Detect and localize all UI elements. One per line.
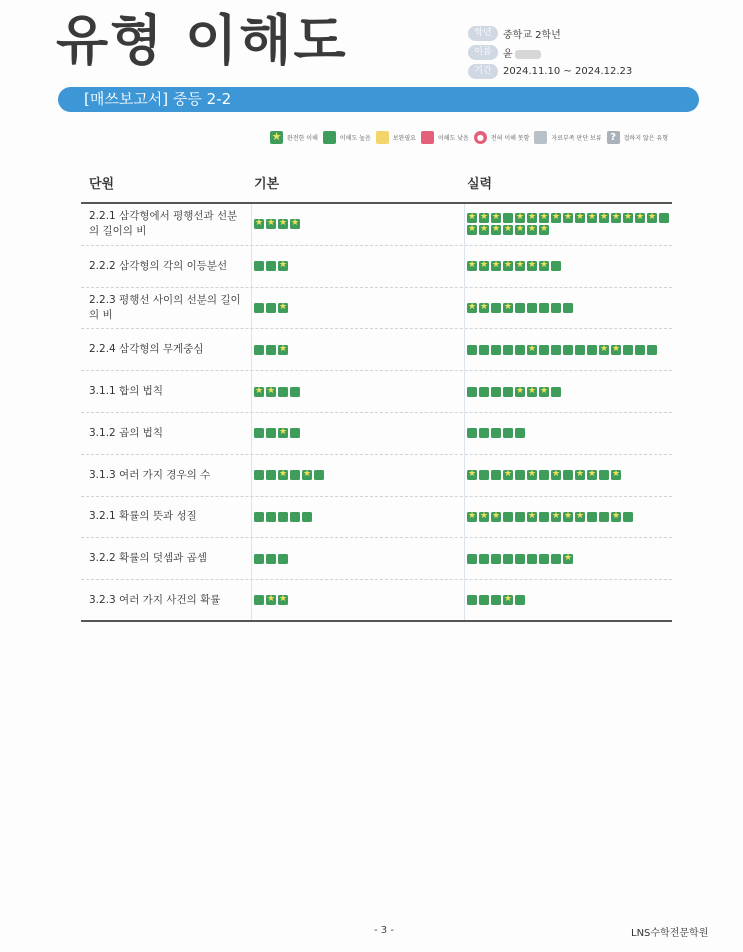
- green-square-icon: [467, 345, 477, 355]
- star-square-icon: [503, 470, 513, 480]
- green-square-icon: [254, 303, 264, 313]
- table-row: [81, 329, 672, 371]
- understanding-table: [81, 170, 672, 622]
- green-square-icon: [623, 345, 633, 355]
- star-square-icon: [278, 595, 288, 605]
- green-square-icon: [599, 470, 609, 480]
- green-square-icon: [491, 428, 501, 438]
- star-square-icon: [539, 213, 549, 223]
- green-square-icon: [254, 470, 264, 480]
- green-square-icon: [467, 387, 477, 397]
- star-square-icon: [515, 225, 525, 235]
- star-square-icon: [551, 470, 561, 480]
- star-icon: ★: [271, 130, 282, 143]
- green-square-icon: [515, 303, 525, 313]
- star-square-icon: [539, 261, 549, 271]
- star-square-icon: [527, 512, 537, 522]
- green-square-icon: [503, 345, 513, 355]
- legend-item: [421, 131, 469, 144]
- level-boxes: [254, 303, 459, 313]
- basic-cell: [252, 455, 465, 496]
- green-square-icon: [587, 345, 597, 355]
- legend-label: 이해도 낮음: [437, 135, 469, 142]
- star-square-icon: [599, 213, 609, 223]
- header-basic: 기본: [254, 177, 280, 192]
- legend-item: [534, 131, 601, 144]
- star-square-icon: [503, 261, 513, 271]
- green-square-icon: [539, 512, 549, 522]
- level-boxes: [254, 387, 459, 397]
- level-boxes: [467, 345, 672, 355]
- level-boxes: [254, 428, 459, 438]
- green-square-icon: [491, 387, 501, 397]
- green-square-icon: [290, 387, 300, 397]
- green-square-icon: [527, 554, 537, 564]
- academy-name: LNS수학전문학원: [631, 928, 709, 939]
- green-square-icon: [467, 428, 477, 438]
- star-square-icon: [563, 213, 573, 223]
- green-square-icon: [254, 261, 264, 271]
- skill-cell: [465, 329, 672, 370]
- table-row: [81, 371, 672, 413]
- basic-cell: [252, 329, 465, 370]
- legend-label: 완전한 이해: [287, 135, 318, 142]
- skill-cell: [465, 204, 672, 245]
- star-square-icon: [527, 387, 537, 397]
- star-square-icon: [491, 512, 501, 522]
- legend-label: 이해도 높음: [339, 135, 371, 142]
- star-square-icon: [479, 512, 489, 522]
- unit-name: 3.1.3 여러 가지 경우의 수: [81, 455, 252, 496]
- basic-cell: [252, 288, 465, 329]
- green-square-icon: [266, 345, 276, 355]
- green-square-icon: [254, 554, 264, 564]
- period-value: 2024.11.10 ~ 2024.12.23: [503, 66, 633, 77]
- green-square-icon: [467, 554, 477, 564]
- skill-cell: [465, 497, 672, 538]
- star-square-icon: [278, 303, 288, 313]
- star-square-icon: [527, 213, 537, 223]
- star-square-icon: [611, 213, 621, 223]
- level-boxes: [254, 345, 459, 355]
- legend-item: [474, 131, 530, 144]
- green-square-icon: [266, 554, 276, 564]
- star-square-icon: [266, 219, 276, 229]
- green-square-icon: [479, 428, 489, 438]
- green-square-icon: [491, 595, 501, 605]
- star-square-icon: [302, 470, 312, 480]
- legend-label: 전혀 이해 못함: [490, 135, 530, 142]
- name-value: [503, 45, 541, 60]
- star-square-icon: [551, 512, 561, 522]
- star-square-icon: [527, 345, 537, 355]
- green-square-icon: [491, 470, 501, 480]
- skill-cell: [465, 288, 672, 329]
- green-square-icon: [539, 554, 549, 564]
- star-square-icon: [527, 470, 537, 480]
- star-square-icon: [491, 261, 501, 271]
- green-square-icon: [479, 470, 489, 480]
- star-square-icon: [563, 554, 573, 564]
- star-square-icon: [527, 225, 537, 235]
- green-square-icon: [290, 428, 300, 438]
- green-square-icon: [491, 303, 501, 313]
- table-row: [81, 455, 672, 497]
- star-square-icon: [467, 213, 477, 223]
- star-square-icon: [527, 261, 537, 271]
- grade-value: 중학교 2학년: [503, 30, 561, 41]
- green-square-icon: [503, 387, 513, 397]
- table-body: [81, 204, 672, 622]
- basic-cell: [252, 580, 465, 620]
- header-unit: 단원: [89, 177, 115, 192]
- green-square-icon: [575, 345, 585, 355]
- green-square-icon: [266, 512, 276, 522]
- star-square-icon: [563, 512, 573, 522]
- legend-label: 보완필요: [392, 135, 416, 142]
- green-square-icon: [551, 554, 561, 564]
- legend-swatch: [323, 131, 336, 144]
- table-row: [81, 413, 672, 455]
- redacted-blur: [515, 50, 541, 59]
- table-row: [81, 204, 672, 246]
- header-skill: 실력: [467, 177, 493, 192]
- star-square-icon: [278, 345, 288, 355]
- table-header: [81, 170, 672, 204]
- legend: [270, 131, 673, 144]
- green-square-icon: [563, 470, 573, 480]
- legend-swatch: [421, 131, 434, 144]
- green-square-icon: [266, 303, 276, 313]
- star-square-icon: [611, 512, 621, 522]
- question-icon: ?: [607, 131, 620, 144]
- paw-icon: ●: [474, 131, 487, 144]
- green-square-icon: [539, 345, 549, 355]
- star-square-icon: [491, 213, 501, 223]
- legend-item: [323, 131, 371, 144]
- star-square-icon: [503, 595, 513, 605]
- star-square-icon: [539, 387, 549, 397]
- green-square-icon: [254, 512, 264, 522]
- green-square-icon: [503, 213, 513, 223]
- star-square-icon: [503, 225, 513, 235]
- level-boxes: [467, 554, 672, 564]
- unit-name: 3.2.3 여러 가지 사건의 확률: [81, 580, 252, 620]
- level-boxes: [254, 595, 459, 605]
- level-boxes: [254, 470, 459, 480]
- level-boxes: [467, 303, 672, 313]
- name-tag: 이름: [468, 45, 498, 60]
- level-boxes: [467, 213, 672, 235]
- name-text: 윤: [503, 49, 513, 60]
- level-boxes: [467, 595, 672, 605]
- green-square-icon: [551, 345, 561, 355]
- name-row: [468, 43, 632, 62]
- star-square-icon: [254, 219, 264, 229]
- unit-name: 3.1.2 곱의 법칙: [81, 413, 252, 454]
- green-square-icon: [278, 512, 288, 522]
- star-square-icon: [635, 213, 645, 223]
- green-square-icon: [266, 428, 276, 438]
- green-square-icon: [515, 345, 525, 355]
- green-square-icon: [623, 512, 633, 522]
- report-banner: [매쓰보고서] 중등 2-2: [58, 87, 699, 112]
- green-square-icon: [479, 595, 489, 605]
- star-square-icon: [254, 387, 264, 397]
- green-square-icon: [491, 345, 501, 355]
- star-square-icon: [266, 387, 276, 397]
- skill-cell: [465, 538, 672, 579]
- level-boxes: [254, 261, 459, 271]
- star-square-icon: [467, 303, 477, 313]
- grade-tag: 학년: [468, 26, 498, 41]
- green-square-icon: [479, 554, 489, 564]
- period-tag: 기간: [468, 64, 498, 79]
- skill-cell: [465, 455, 672, 496]
- green-square-icon: [539, 470, 549, 480]
- green-square-icon: [503, 554, 513, 564]
- green-square-icon: [647, 345, 657, 355]
- star-square-icon: [479, 213, 489, 223]
- skill-cell: [465, 413, 672, 454]
- basic-cell: [252, 204, 465, 245]
- star-square-icon: [467, 512, 477, 522]
- star-square-icon: [467, 261, 477, 271]
- skill-cell: [465, 580, 672, 620]
- star-square-icon: [515, 213, 525, 223]
- unit-name: 3.2.1 확률의 뜻과 성질: [81, 497, 252, 538]
- legend-item: [270, 131, 318, 144]
- star-square-icon: [266, 595, 276, 605]
- green-square-icon: [527, 303, 537, 313]
- basic-cell: [252, 538, 465, 579]
- green-square-icon: [479, 387, 489, 397]
- level-boxes: [467, 387, 672, 397]
- green-square-icon: [635, 345, 645, 355]
- star-square-icon: [278, 219, 288, 229]
- star-square-icon: [467, 470, 477, 480]
- star-square-icon: [539, 225, 549, 235]
- green-square-icon: [278, 554, 288, 564]
- star-square-icon: [290, 219, 300, 229]
- unit-name: 3.1.1 합의 법칙: [81, 371, 252, 412]
- green-square-icon: [515, 512, 525, 522]
- star-square-icon: [611, 470, 621, 480]
- green-square-icon: [551, 387, 561, 397]
- green-square-icon: [587, 512, 597, 522]
- star-square-icon: [515, 387, 525, 397]
- legend-label: 자료부족 판단 보류: [551, 135, 602, 142]
- green-square-icon: [515, 428, 525, 438]
- table-row: [81, 538, 672, 580]
- table-row: [81, 580, 672, 622]
- level-boxes: [254, 219, 459, 229]
- green-square-icon: [551, 303, 561, 313]
- star-square-icon: [575, 512, 585, 522]
- green-square-icon: [467, 595, 477, 605]
- table-row: [81, 288, 672, 330]
- basic-cell: [252, 371, 465, 412]
- green-square-icon: [266, 470, 276, 480]
- green-square-icon: [254, 428, 264, 438]
- star-square-icon: [623, 213, 633, 223]
- skill-cell: [465, 246, 672, 287]
- green-square-icon: [266, 261, 276, 271]
- star-square-icon: [479, 225, 489, 235]
- level-boxes: [467, 261, 672, 271]
- unit-name: 2.2.2 삼각형의 각의 이등분선: [81, 246, 252, 287]
- level-boxes: [467, 428, 672, 438]
- green-square-icon: [539, 303, 549, 313]
- green-square-icon: [659, 213, 669, 223]
- green-square-icon: [599, 512, 609, 522]
- green-square-icon: [515, 554, 525, 564]
- legend-item: [376, 131, 416, 144]
- student-info: [468, 24, 632, 81]
- green-square-icon: [278, 387, 288, 397]
- green-square-icon: [314, 470, 324, 480]
- basic-cell: [252, 246, 465, 287]
- period-row: [468, 62, 632, 81]
- legend-swatch: [376, 131, 389, 144]
- star-square-icon: [551, 213, 561, 223]
- level-boxes: [467, 512, 672, 522]
- green-square-icon: [254, 595, 264, 605]
- star-square-icon: [575, 213, 585, 223]
- green-square-icon: [551, 261, 561, 271]
- basic-cell: [252, 413, 465, 454]
- unit-name: 2.2.3 평행선 사이의 선분의 길이의 비: [81, 288, 252, 329]
- green-square-icon: [503, 512, 513, 522]
- level-boxes: [467, 470, 672, 480]
- basic-cell: [252, 497, 465, 538]
- star-square-icon: [479, 303, 489, 313]
- star-square-icon: [587, 213, 597, 223]
- star-square-icon: [467, 225, 477, 235]
- unit-name: 2.2.1 삼각형에서 평행선과 선분의 길이의 비: [81, 204, 252, 245]
- green-square-icon: [491, 554, 501, 564]
- green-square-icon: [503, 428, 513, 438]
- star-square-icon: [575, 470, 585, 480]
- legend-item: [607, 131, 668, 144]
- star-square-icon: [647, 213, 657, 223]
- level-boxes: [254, 512, 459, 522]
- page-number: - 3 -: [374, 925, 394, 936]
- star-square-icon: [278, 470, 288, 480]
- green-square-icon: [563, 303, 573, 313]
- green-square-icon: [290, 512, 300, 522]
- skill-cell: [465, 371, 672, 412]
- green-square-icon: [515, 470, 525, 480]
- star-square-icon: [611, 345, 621, 355]
- star-square-icon: [503, 303, 513, 313]
- legend-label: 접하지 않은 유형: [623, 135, 669, 142]
- star-square-icon: [587, 470, 597, 480]
- table-row: [81, 246, 672, 288]
- level-boxes: [254, 554, 459, 564]
- green-square-icon: [515, 595, 525, 605]
- green-square-icon: [563, 345, 573, 355]
- star-square-icon: [491, 225, 501, 235]
- legend-swatch: [534, 131, 547, 144]
- green-square-icon: [479, 345, 489, 355]
- green-square-icon: [302, 512, 312, 522]
- unit-name: 2.2.4 삼각형의 무게중심: [81, 329, 252, 370]
- star-square-icon: [278, 428, 288, 438]
- page-title: 유형 이해도: [56, 9, 348, 72]
- star-square-icon: [599, 345, 609, 355]
- table-row: [81, 497, 672, 539]
- star-square-icon: [278, 261, 288, 271]
- unit-name: 3.2.2 확률의 덧셈과 곱셈: [81, 538, 252, 579]
- green-square-icon: [254, 345, 264, 355]
- star-square-icon: [515, 261, 525, 271]
- grade-row: [468, 24, 632, 43]
- star-square-icon: [479, 261, 489, 271]
- green-square-icon: [290, 470, 300, 480]
